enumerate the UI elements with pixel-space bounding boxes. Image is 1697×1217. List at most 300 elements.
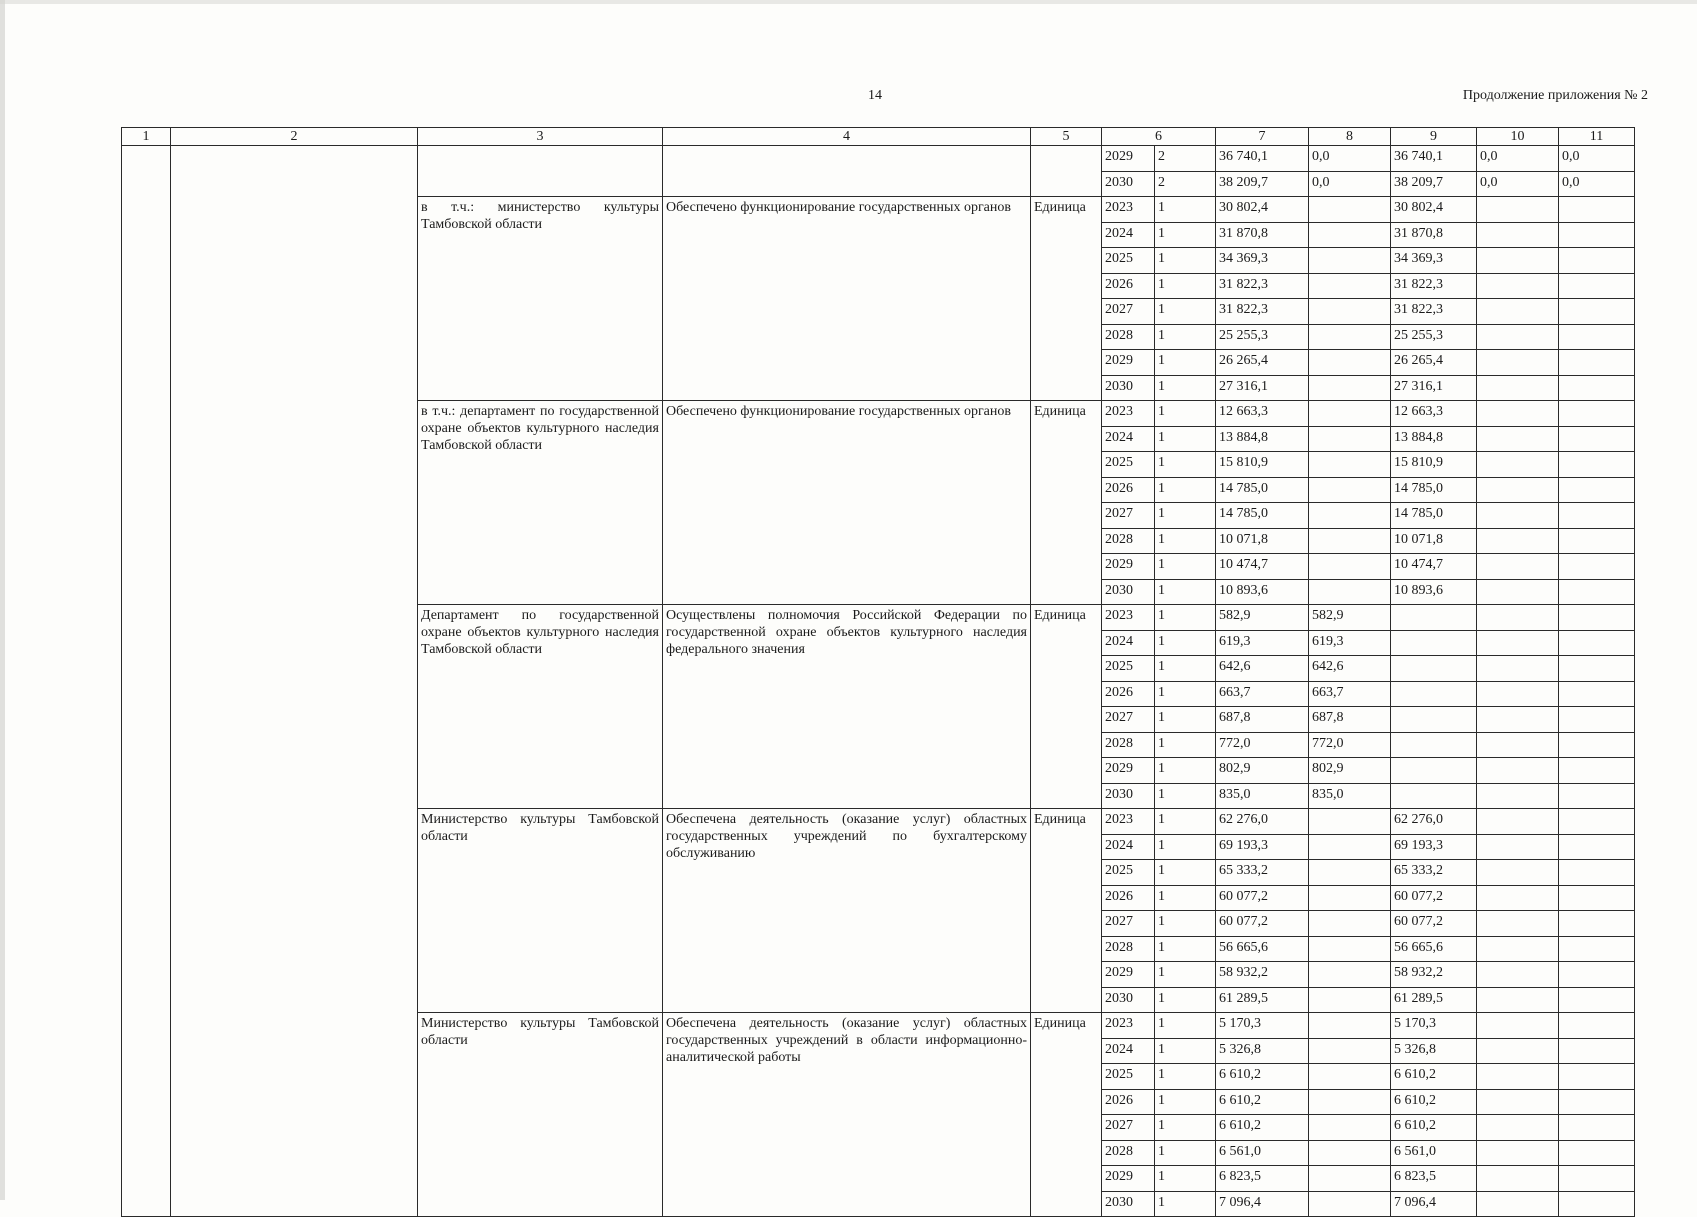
count-cell: 1 xyxy=(1155,426,1216,452)
other-cell xyxy=(1559,1064,1635,1090)
regional-cell: 31 870,8 xyxy=(1391,222,1477,248)
total-cell: 687,8 xyxy=(1216,707,1309,733)
local-cell xyxy=(1477,1166,1559,1192)
column-number: 2 xyxy=(171,128,418,146)
federal-cell xyxy=(1309,222,1391,248)
total-cell: 58 932,2 xyxy=(1216,962,1309,988)
regional-cell: 69 193,3 xyxy=(1391,834,1477,860)
total-cell: 10 893,6 xyxy=(1216,579,1309,605)
federal-cell xyxy=(1309,962,1391,988)
count-cell: 1 xyxy=(1155,1038,1216,1064)
year-cell: 2029 xyxy=(1102,962,1155,988)
other-cell xyxy=(1559,1166,1635,1192)
federal-cell xyxy=(1309,477,1391,503)
local-cell xyxy=(1477,885,1559,911)
count-cell: 1 xyxy=(1155,834,1216,860)
local-cell xyxy=(1477,1038,1559,1064)
regional-cell: 58 932,2 xyxy=(1391,962,1477,988)
column-number: 1 xyxy=(122,128,171,146)
year-cell: 2026 xyxy=(1102,1089,1155,1115)
total-cell: 31 822,3 xyxy=(1216,299,1309,325)
total-cell: 15 810,9 xyxy=(1216,452,1309,478)
count-cell: 1 xyxy=(1155,350,1216,376)
total-cell: 5 326,8 xyxy=(1216,1038,1309,1064)
regional-cell: 6 610,2 xyxy=(1391,1115,1477,1141)
local-cell xyxy=(1477,936,1559,962)
total-cell: 802,9 xyxy=(1216,758,1309,784)
other-cell xyxy=(1559,962,1635,988)
regional-cell: 25 255,3 xyxy=(1391,324,1477,350)
year-cell: 2026 xyxy=(1102,681,1155,707)
federal-cell xyxy=(1309,1115,1391,1141)
federal-cell: 663,7 xyxy=(1309,681,1391,707)
total-cell: 38 209,7 xyxy=(1216,171,1309,197)
total-cell: 6 823,5 xyxy=(1216,1166,1309,1192)
federal-cell: 582,9 xyxy=(1309,605,1391,631)
count-cell: 1 xyxy=(1155,911,1216,937)
column-number: 7 xyxy=(1216,128,1309,146)
local-cell xyxy=(1477,911,1559,937)
regional-cell: 26 265,4 xyxy=(1391,350,1477,376)
other-cell xyxy=(1559,758,1635,784)
local-cell xyxy=(1477,987,1559,1013)
federal-cell xyxy=(1309,1089,1391,1115)
regional-cell: 30 802,4 xyxy=(1391,197,1477,223)
result-cell: Осуществлены полномочия Российской Федерации по государственной охране объектов культурного наследия федерального значения xyxy=(663,605,1031,809)
year-cell: 2023 xyxy=(1102,1013,1155,1039)
count-cell: 1 xyxy=(1155,197,1216,223)
column-number: 3 xyxy=(418,128,663,146)
local-cell xyxy=(1477,707,1559,733)
count-cell: 1 xyxy=(1155,1166,1216,1192)
local-cell xyxy=(1477,528,1559,554)
year-cell: 2027 xyxy=(1102,299,1155,325)
total-cell: 619,3 xyxy=(1216,630,1309,656)
year-cell: 2023 xyxy=(1102,809,1155,835)
other-cell xyxy=(1559,1115,1635,1141)
total-cell: 6 561,0 xyxy=(1216,1140,1309,1166)
count-cell: 1 xyxy=(1155,503,1216,529)
regional-cell xyxy=(1391,707,1477,733)
other-cell: 0,0 xyxy=(1559,171,1635,197)
year-cell: 2024 xyxy=(1102,630,1155,656)
local-cell: 0,0 xyxy=(1477,171,1559,197)
federal-cell: 687,8 xyxy=(1309,707,1391,733)
other-cell xyxy=(1559,681,1635,707)
total-cell: 6 610,2 xyxy=(1216,1064,1309,1090)
column-number: 8 xyxy=(1309,128,1391,146)
count-cell: 2 xyxy=(1155,146,1216,172)
year-cell: 2030 xyxy=(1102,783,1155,809)
year-cell: 2030 xyxy=(1102,375,1155,401)
total-cell: 60 077,2 xyxy=(1216,885,1309,911)
regional-cell: 61 289,5 xyxy=(1391,987,1477,1013)
regional-cell: 6 823,5 xyxy=(1391,1166,1477,1192)
count-cell: 1 xyxy=(1155,1013,1216,1039)
other-cell xyxy=(1559,248,1635,274)
federal-cell xyxy=(1309,554,1391,580)
count-cell: 1 xyxy=(1155,477,1216,503)
other-cell xyxy=(1559,197,1635,223)
local-cell xyxy=(1477,809,1559,835)
scan-edge-top xyxy=(0,0,1697,4)
column-number: 10 xyxy=(1477,128,1559,146)
count-cell: 1 xyxy=(1155,630,1216,656)
other-cell xyxy=(1559,273,1635,299)
total-cell: 61 289,5 xyxy=(1216,987,1309,1013)
total-cell: 56 665,6 xyxy=(1216,936,1309,962)
local-cell xyxy=(1477,273,1559,299)
federal-cell xyxy=(1309,426,1391,452)
regional-cell: 6 610,2 xyxy=(1391,1064,1477,1090)
local-cell xyxy=(1477,197,1559,223)
other-cell: 0,0 xyxy=(1559,146,1635,172)
federal-cell: 642,6 xyxy=(1309,656,1391,682)
count-cell: 1 xyxy=(1155,707,1216,733)
regional-cell: 10 893,6 xyxy=(1391,579,1477,605)
count-cell: 1 xyxy=(1155,656,1216,682)
local-cell xyxy=(1477,426,1559,452)
other-cell xyxy=(1559,987,1635,1013)
federal-cell xyxy=(1309,579,1391,605)
other-cell xyxy=(1559,656,1635,682)
responsible-cell: в т.ч.: департамент по государственной охране объектов культурного наследия Тамбовской области xyxy=(418,401,663,605)
year-cell: 2029 xyxy=(1102,1166,1155,1192)
local-cell xyxy=(1477,1115,1559,1141)
regional-cell: 27 316,1 xyxy=(1391,375,1477,401)
federal-cell xyxy=(1309,885,1391,911)
total-cell: 60 077,2 xyxy=(1216,911,1309,937)
count-cell: 1 xyxy=(1155,758,1216,784)
regional-cell: 10 474,7 xyxy=(1391,554,1477,580)
unit-cell: Единица xyxy=(1031,605,1102,809)
year-cell: 2030 xyxy=(1102,987,1155,1013)
count-cell: 1 xyxy=(1155,554,1216,580)
year-cell: 2027 xyxy=(1102,1115,1155,1141)
local-cell xyxy=(1477,1140,1559,1166)
other-cell xyxy=(1559,375,1635,401)
local-cell xyxy=(1477,783,1559,809)
total-cell: 642,6 xyxy=(1216,656,1309,682)
total-cell: 663,7 xyxy=(1216,681,1309,707)
column-number: 4 xyxy=(663,128,1031,146)
regional-cell: 12 663,3 xyxy=(1391,401,1477,427)
year-cell: 2028 xyxy=(1102,1140,1155,1166)
local-cell xyxy=(1477,350,1559,376)
total-cell: 12 663,3 xyxy=(1216,401,1309,427)
other-cell xyxy=(1559,426,1635,452)
table-body xyxy=(122,128,1635,1217)
federal-cell xyxy=(1309,350,1391,376)
local-cell xyxy=(1477,324,1559,350)
regional-cell: 31 822,3 xyxy=(1391,273,1477,299)
total-cell: 31 870,8 xyxy=(1216,222,1309,248)
count-cell: 1 xyxy=(1155,1140,1216,1166)
regional-cell: 6 561,0 xyxy=(1391,1140,1477,1166)
local-cell xyxy=(1477,834,1559,860)
other-cell xyxy=(1559,1140,1635,1166)
regional-cell: 31 822,3 xyxy=(1391,299,1477,325)
other-cell xyxy=(1559,299,1635,325)
other-cell xyxy=(1559,936,1635,962)
federal-cell xyxy=(1309,1013,1391,1039)
regional-cell xyxy=(1391,732,1477,758)
count-cell: 1 xyxy=(1155,809,1216,835)
count-cell: 1 xyxy=(1155,452,1216,478)
column-number: 11 xyxy=(1559,128,1635,146)
column-number: 5 xyxy=(1031,128,1102,146)
federal-cell: 802,9 xyxy=(1309,758,1391,784)
total-cell: 30 802,4 xyxy=(1216,197,1309,223)
responsible-cell: Департамент по государственной охране объектов культурного наследия Тамбовской области xyxy=(418,605,663,809)
federal-cell xyxy=(1309,528,1391,554)
other-cell xyxy=(1559,630,1635,656)
federal-cell: 0,0 xyxy=(1309,171,1391,197)
count-cell: 1 xyxy=(1155,885,1216,911)
count-cell: 1 xyxy=(1155,605,1216,631)
year-cell: 2026 xyxy=(1102,885,1155,911)
count-cell: 1 xyxy=(1155,1115,1216,1141)
federal-cell xyxy=(1309,375,1391,401)
other-cell xyxy=(1559,605,1635,631)
total-cell: 5 170,3 xyxy=(1216,1013,1309,1039)
unit-cell: Единица xyxy=(1031,809,1102,1013)
year-cell: 2028 xyxy=(1102,528,1155,554)
year-cell: 2023 xyxy=(1102,605,1155,631)
federal-cell xyxy=(1309,452,1391,478)
other-cell xyxy=(1559,452,1635,478)
year-cell: 2023 xyxy=(1102,197,1155,223)
regional-cell: 62 276,0 xyxy=(1391,809,1477,835)
year-cell: 2024 xyxy=(1102,834,1155,860)
regional-cell: 10 071,8 xyxy=(1391,528,1477,554)
other-cell xyxy=(1559,834,1635,860)
regional-cell: 36 740,1 xyxy=(1391,146,1477,172)
federal-cell xyxy=(1309,1140,1391,1166)
local-cell: 0,0 xyxy=(1477,146,1559,172)
count-cell: 1 xyxy=(1155,248,1216,274)
budget-table xyxy=(121,127,1635,1217)
year-cell: 2028 xyxy=(1102,936,1155,962)
responsible-cell: Министерство культуры Тамбовской области xyxy=(418,809,663,1013)
other-cell xyxy=(1559,860,1635,886)
other-cell xyxy=(1559,809,1635,835)
federal-cell xyxy=(1309,503,1391,529)
regional-cell xyxy=(1391,630,1477,656)
count-cell: 1 xyxy=(1155,222,1216,248)
year-cell: 2025 xyxy=(1102,860,1155,886)
other-cell xyxy=(1559,783,1635,809)
federal-cell xyxy=(1309,809,1391,835)
count-cell: 1 xyxy=(1155,962,1216,988)
local-cell xyxy=(1477,1191,1559,1217)
count-cell: 1 xyxy=(1155,579,1216,605)
column-number: 9 xyxy=(1391,128,1477,146)
column-number-row xyxy=(122,128,1635,146)
local-cell xyxy=(1477,605,1559,631)
other-cell xyxy=(1559,732,1635,758)
regional-cell: 14 785,0 xyxy=(1391,477,1477,503)
other-cell xyxy=(1559,911,1635,937)
regional-cell: 5 170,3 xyxy=(1391,1013,1477,1039)
regional-cell: 5 326,8 xyxy=(1391,1038,1477,1064)
local-cell xyxy=(1477,860,1559,886)
count-cell: 1 xyxy=(1155,324,1216,350)
local-cell xyxy=(1477,222,1559,248)
total-cell: 835,0 xyxy=(1216,783,1309,809)
responsible-cell xyxy=(418,146,663,197)
federal-cell: 835,0 xyxy=(1309,783,1391,809)
regional-cell: 6 610,2 xyxy=(1391,1089,1477,1115)
regional-cell xyxy=(1391,758,1477,784)
year-cell: 2026 xyxy=(1102,273,1155,299)
total-cell: 26 265,4 xyxy=(1216,350,1309,376)
total-cell: 65 333,2 xyxy=(1216,860,1309,886)
regional-cell: 14 785,0 xyxy=(1391,503,1477,529)
local-cell xyxy=(1477,758,1559,784)
total-cell: 31 822,3 xyxy=(1216,273,1309,299)
other-cell xyxy=(1559,222,1635,248)
total-cell: 14 785,0 xyxy=(1216,477,1309,503)
other-cell xyxy=(1559,528,1635,554)
year-cell: 2030 xyxy=(1102,171,1155,197)
federal-cell xyxy=(1309,248,1391,274)
federal-cell: 619,3 xyxy=(1309,630,1391,656)
local-cell xyxy=(1477,248,1559,274)
responsible-cell: Министерство культуры Тамбовской области xyxy=(418,1013,663,1217)
unit-cell: Единица xyxy=(1031,1013,1102,1217)
other-cell xyxy=(1559,579,1635,605)
federal-cell xyxy=(1309,401,1391,427)
year-cell: 2024 xyxy=(1102,426,1155,452)
count-cell: 1 xyxy=(1155,732,1216,758)
other-cell xyxy=(1559,477,1635,503)
federal-cell xyxy=(1309,860,1391,886)
count-cell: 1 xyxy=(1155,783,1216,809)
other-cell xyxy=(1559,350,1635,376)
count-cell: 1 xyxy=(1155,936,1216,962)
unit-cell: Единица xyxy=(1031,197,1102,401)
federal-cell xyxy=(1309,299,1391,325)
regional-cell: 60 077,2 xyxy=(1391,885,1477,911)
federal-cell xyxy=(1309,273,1391,299)
year-cell: 2025 xyxy=(1102,248,1155,274)
responsible-cell: в т.ч.: министерство культуры Тамбовской области xyxy=(418,197,663,401)
regional-cell xyxy=(1391,681,1477,707)
regional-cell: 13 884,8 xyxy=(1391,426,1477,452)
total-cell: 14 785,0 xyxy=(1216,503,1309,529)
year-cell: 2026 xyxy=(1102,477,1155,503)
year-cell: 2023 xyxy=(1102,401,1155,427)
year-cell: 2024 xyxy=(1102,1038,1155,1064)
other-cell xyxy=(1559,885,1635,911)
year-cell: 2029 xyxy=(1102,758,1155,784)
regional-cell xyxy=(1391,656,1477,682)
regional-cell: 60 077,2 xyxy=(1391,911,1477,937)
federal-cell xyxy=(1309,1166,1391,1192)
year-cell: 2028 xyxy=(1102,324,1155,350)
local-cell xyxy=(1477,401,1559,427)
year-cell: 2029 xyxy=(1102,146,1155,172)
count-cell: 2 xyxy=(1155,171,1216,197)
local-cell xyxy=(1477,375,1559,401)
scan-edge-left xyxy=(0,0,5,1200)
regional-cell: 34 369,3 xyxy=(1391,248,1477,274)
appendix-continuation-note: Продолжение приложения № 2 xyxy=(1462,88,1648,103)
unit-cell xyxy=(1031,146,1102,197)
local-cell xyxy=(1477,681,1559,707)
count-cell: 1 xyxy=(1155,1089,1216,1115)
count-cell: 1 xyxy=(1155,299,1216,325)
count-cell: 1 xyxy=(1155,860,1216,886)
other-cell xyxy=(1559,554,1635,580)
total-cell: 36 740,1 xyxy=(1216,146,1309,172)
total-cell: 6 610,2 xyxy=(1216,1089,1309,1115)
local-cell xyxy=(1477,1064,1559,1090)
local-cell xyxy=(1477,503,1559,529)
year-cell: 2027 xyxy=(1102,911,1155,937)
total-cell: 25 255,3 xyxy=(1216,324,1309,350)
result-cell xyxy=(663,146,1031,197)
federal-cell xyxy=(1309,834,1391,860)
regional-cell: 15 810,9 xyxy=(1391,452,1477,478)
count-cell: 1 xyxy=(1155,401,1216,427)
count-cell: 1 xyxy=(1155,1064,1216,1090)
total-cell: 27 316,1 xyxy=(1216,375,1309,401)
regional-cell: 7 096,4 xyxy=(1391,1191,1477,1217)
regional-cell xyxy=(1391,783,1477,809)
count-cell: 1 xyxy=(1155,528,1216,554)
result-cell: Обеспечено функционирование государственных органов xyxy=(663,197,1031,401)
result-cell: Обеспечено функционирование государственных органов xyxy=(663,401,1031,605)
total-cell: 69 193,3 xyxy=(1216,834,1309,860)
federal-cell xyxy=(1309,911,1391,937)
count-cell: 1 xyxy=(1155,987,1216,1013)
year-cell: 2030 xyxy=(1102,579,1155,605)
local-cell xyxy=(1477,554,1559,580)
local-cell xyxy=(1477,732,1559,758)
local-cell xyxy=(1477,630,1559,656)
other-cell xyxy=(1559,324,1635,350)
regional-cell: 38 209,7 xyxy=(1391,171,1477,197)
column-number: 6 xyxy=(1102,128,1216,146)
result-cell: Обеспечена деятельность (оказание услуг) областных государственных учреждений по бухгалтерскому обслуживанию xyxy=(663,809,1031,1013)
federal-cell xyxy=(1309,1038,1391,1064)
no-cell xyxy=(122,146,171,1217)
other-cell xyxy=(1559,503,1635,529)
year-cell: 2030 xyxy=(1102,1191,1155,1217)
federal-cell xyxy=(1309,324,1391,350)
federal-cell xyxy=(1309,197,1391,223)
federal-cell: 772,0 xyxy=(1309,732,1391,758)
count-cell: 1 xyxy=(1155,681,1216,707)
local-cell xyxy=(1477,452,1559,478)
other-cell xyxy=(1559,1191,1635,1217)
local-cell xyxy=(1477,477,1559,503)
count-cell: 1 xyxy=(1155,1191,1216,1217)
federal-cell: 0,0 xyxy=(1309,146,1391,172)
local-cell xyxy=(1477,656,1559,682)
local-cell xyxy=(1477,579,1559,605)
other-cell xyxy=(1559,1013,1635,1039)
total-cell: 6 610,2 xyxy=(1216,1115,1309,1141)
total-cell: 62 276,0 xyxy=(1216,809,1309,835)
page-number: 14 xyxy=(868,88,882,103)
regional-cell: 56 665,6 xyxy=(1391,936,1477,962)
year-cell: 2025 xyxy=(1102,656,1155,682)
regional-cell: 65 333,2 xyxy=(1391,860,1477,886)
other-cell xyxy=(1559,1038,1635,1064)
